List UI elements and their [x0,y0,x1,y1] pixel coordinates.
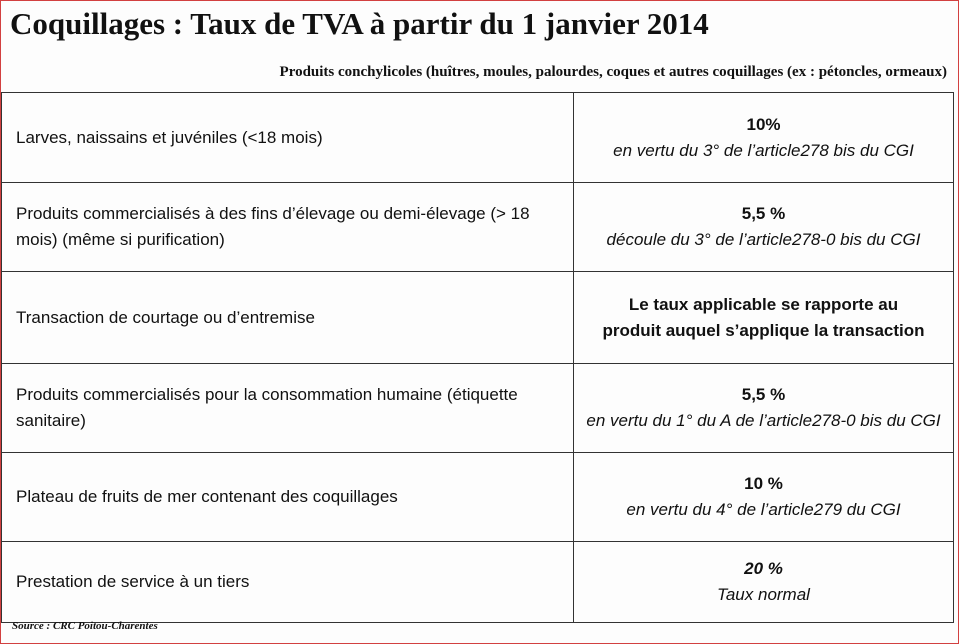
table-row [2,183,954,272]
vat-rate: 5,5 % [741,204,786,223]
vat-rate: Le taux applicable se rapporte au produit auquel s’applique la transaction [602,294,925,340]
table-row [2,272,954,364]
legal-reference: Taux normal [717,585,810,604]
page-subtitle: Produits conchylicoles (huîtres, moules, palourdes, coques et autres coquillages (ex : pétoncles, ormeaux) [279,64,947,80]
row-label: Prestation de service à un tiers [2,542,574,623]
row-label: Produits commercialisés à des fins d’élevage ou demi-élevage (> 18 mois) (même si purification) [2,183,574,272]
page-title: Coquillages : Taux de TVA à partir du 1 janvier 2014 [10,6,709,41]
table-row [2,364,954,453]
vat-rate: 10 % [744,474,783,493]
row-label: Larves, naissains et juvéniles (<18 mois) [2,93,574,183]
row-value [574,542,954,623]
row-value [574,183,954,272]
row-value [574,364,954,453]
vat-rate: 10% [746,114,781,134]
legal-reference: en vertu du 4° de l’article279 du CGI [626,500,901,519]
row-value [574,453,954,542]
table-row [2,93,954,183]
source-note: Source : CRC Poitou-Charentes [12,620,158,632]
vat-rate: 20 % [744,559,783,578]
vat-rate: 5,5 % [741,385,786,404]
legal-reference: découle du 3° de l’article278-0 bis du CGI [606,230,921,249]
row-label: Plateau de fruits de mer contenant des coquillages [2,453,574,542]
row-value [574,272,954,364]
legal-reference: en vertu du 3° de l’article278 bis du CGI [613,140,914,160]
vat-rates-table [1,92,954,623]
table-row [2,542,954,623]
table-row [2,453,954,542]
row-label: Transaction de courtage ou d’entremise [2,272,574,364]
row-value [574,93,954,183]
legal-reference: en vertu du 1° du A de l’article278-0 bis du CGI [586,411,941,430]
row-label: Produits commercialisés pour la consommation humaine (étiquette sanitaire) [2,364,574,453]
